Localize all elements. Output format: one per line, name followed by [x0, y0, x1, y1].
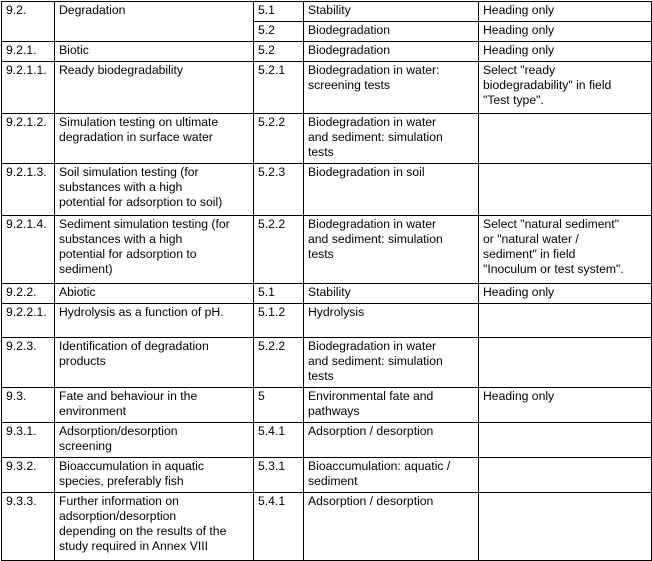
endpoint-cell: Biodegradation: [304, 22, 479, 42]
table-row: [2, 284, 652, 304]
section-cell: 5.2.1: [254, 62, 304, 114]
requirement-cell: Fate and behaviour in the environment: [55, 388, 254, 423]
ref-cell: 9.3.3.: [2, 493, 55, 561]
requirement-cell: Hydrolysis as a function of pH.: [55, 304, 254, 338]
remark-cell: [479, 423, 652, 458]
table-row: [2, 458, 652, 493]
table-row: [2, 304, 652, 338]
ref-cell: 9.3.: [2, 388, 55, 423]
remark-cell: [479, 493, 652, 561]
requirement-cell: Abiotic: [55, 284, 254, 304]
requirement-cell: Sediment simulation testing (for substances with a high potential for adsorption to sediment): [55, 216, 254, 284]
section-cell: 5.3.1: [254, 458, 304, 493]
section-cell: 5: [254, 388, 304, 423]
requirement-cell: Further information on adsorption/desorption depending on the results of the study required in Annex VIII: [55, 493, 254, 561]
section-cell: 5.2.3: [254, 164, 304, 216]
endpoint-cell: Biodegradation in water and sediment: simulation tests: [304, 114, 479, 164]
ref-cell: 9.2.1.2.: [2, 114, 55, 164]
remark-cell: [479, 114, 652, 164]
ref-cell: 9.2.2.: [2, 284, 55, 304]
remark-cell: Heading only: [479, 284, 652, 304]
section-cell: 5.1.2: [254, 304, 304, 338]
requirement-cell: Ready biodegradability: [55, 62, 254, 114]
endpoint-cell: Stability: [304, 284, 479, 304]
requirement-cell: Soil simulation testing (for substances with a high potential for adsorption to soil): [55, 164, 254, 216]
section-cell: 5.2.2: [254, 216, 304, 284]
endpoint-cell: Biodegradation in water and sediment: simulation tests: [304, 216, 479, 284]
table-row: [2, 42, 652, 62]
endpoint-cell: Biodegradation in soil: [304, 164, 479, 216]
endpoint-cell: Adsorption / desorption: [304, 493, 479, 561]
remark-cell: Heading only: [479, 22, 652, 42]
requirement-cell: Bioaccumulation in aquatic species, preferably fish: [55, 458, 254, 493]
remark-cell: Heading only: [479, 2, 652, 22]
requirement-cell: Degradation: [55, 2, 254, 42]
requirements-mapping-table: [1, 1, 652, 561]
section-cell: 5.2: [254, 22, 304, 42]
section-cell: 5.2: [254, 42, 304, 62]
remark-cell: Heading only: [479, 42, 652, 62]
endpoint-cell: Adsorption / desorption: [304, 423, 479, 458]
ref-cell: 9.2.3.: [2, 338, 55, 388]
table-body: [2, 2, 652, 561]
section-cell: 5.4.1: [254, 423, 304, 458]
endpoint-cell: Hydrolysis: [304, 304, 479, 338]
ref-cell: 9.3.2.: [2, 458, 55, 493]
requirement-cell: Identification of degradation products: [55, 338, 254, 388]
remark-cell: [479, 304, 652, 338]
ref-cell: 9.3.1.: [2, 423, 55, 458]
remark-cell: [479, 164, 652, 216]
endpoint-cell: Bioaccumulation: aquatic / sediment: [304, 458, 479, 493]
table-row: [2, 388, 652, 423]
endpoint-cell: Biodegradation: [304, 42, 479, 62]
table-row: [2, 62, 652, 114]
table-row: [2, 338, 652, 388]
endpoint-cell: Environmental fate and pathways: [304, 388, 479, 423]
section-cell: 5.2.2: [254, 114, 304, 164]
table-row: [2, 2, 652, 22]
ref-cell: 9.2.: [2, 2, 55, 42]
section-cell: 5.4.1: [254, 493, 304, 561]
table-row: [2, 164, 652, 216]
remark-cell: Select "natural sediment" or "natural water / sediment" in field "Inoculum or test system".: [479, 216, 652, 284]
endpoint-cell: Biodegradation in water: screening tests: [304, 62, 479, 114]
section-cell: 5.1: [254, 2, 304, 22]
table-row: [2, 114, 652, 164]
requirement-cell: Adsorption/desorption screening: [55, 423, 254, 458]
table-row: [2, 423, 652, 458]
table-row: [2, 493, 652, 561]
endpoint-cell: Biodegradation in water and sediment: simulation tests: [304, 338, 479, 388]
endpoint-cell: Stability: [304, 2, 479, 22]
ref-cell: 9.2.1.3.: [2, 164, 55, 216]
section-cell: 5.2.2: [254, 338, 304, 388]
requirement-cell: Biotic: [55, 42, 254, 62]
remark-cell: [479, 338, 652, 388]
ref-cell: 9.2.1.: [2, 42, 55, 62]
ref-cell: 9.2.2.1.: [2, 304, 55, 338]
ref-cell: 9.2.1.1.: [2, 62, 55, 114]
ref-cell: 9.2.1.4.: [2, 216, 55, 284]
remark-cell: Heading only: [479, 388, 652, 423]
remark-cell: [479, 458, 652, 493]
section-cell: 5.1: [254, 284, 304, 304]
table-row: [2, 216, 652, 284]
requirement-cell: Simulation testing on ultimate degradation in surface water: [55, 114, 254, 164]
remark-cell: Select "ready biodegradability" in field "Test type".: [479, 62, 652, 114]
